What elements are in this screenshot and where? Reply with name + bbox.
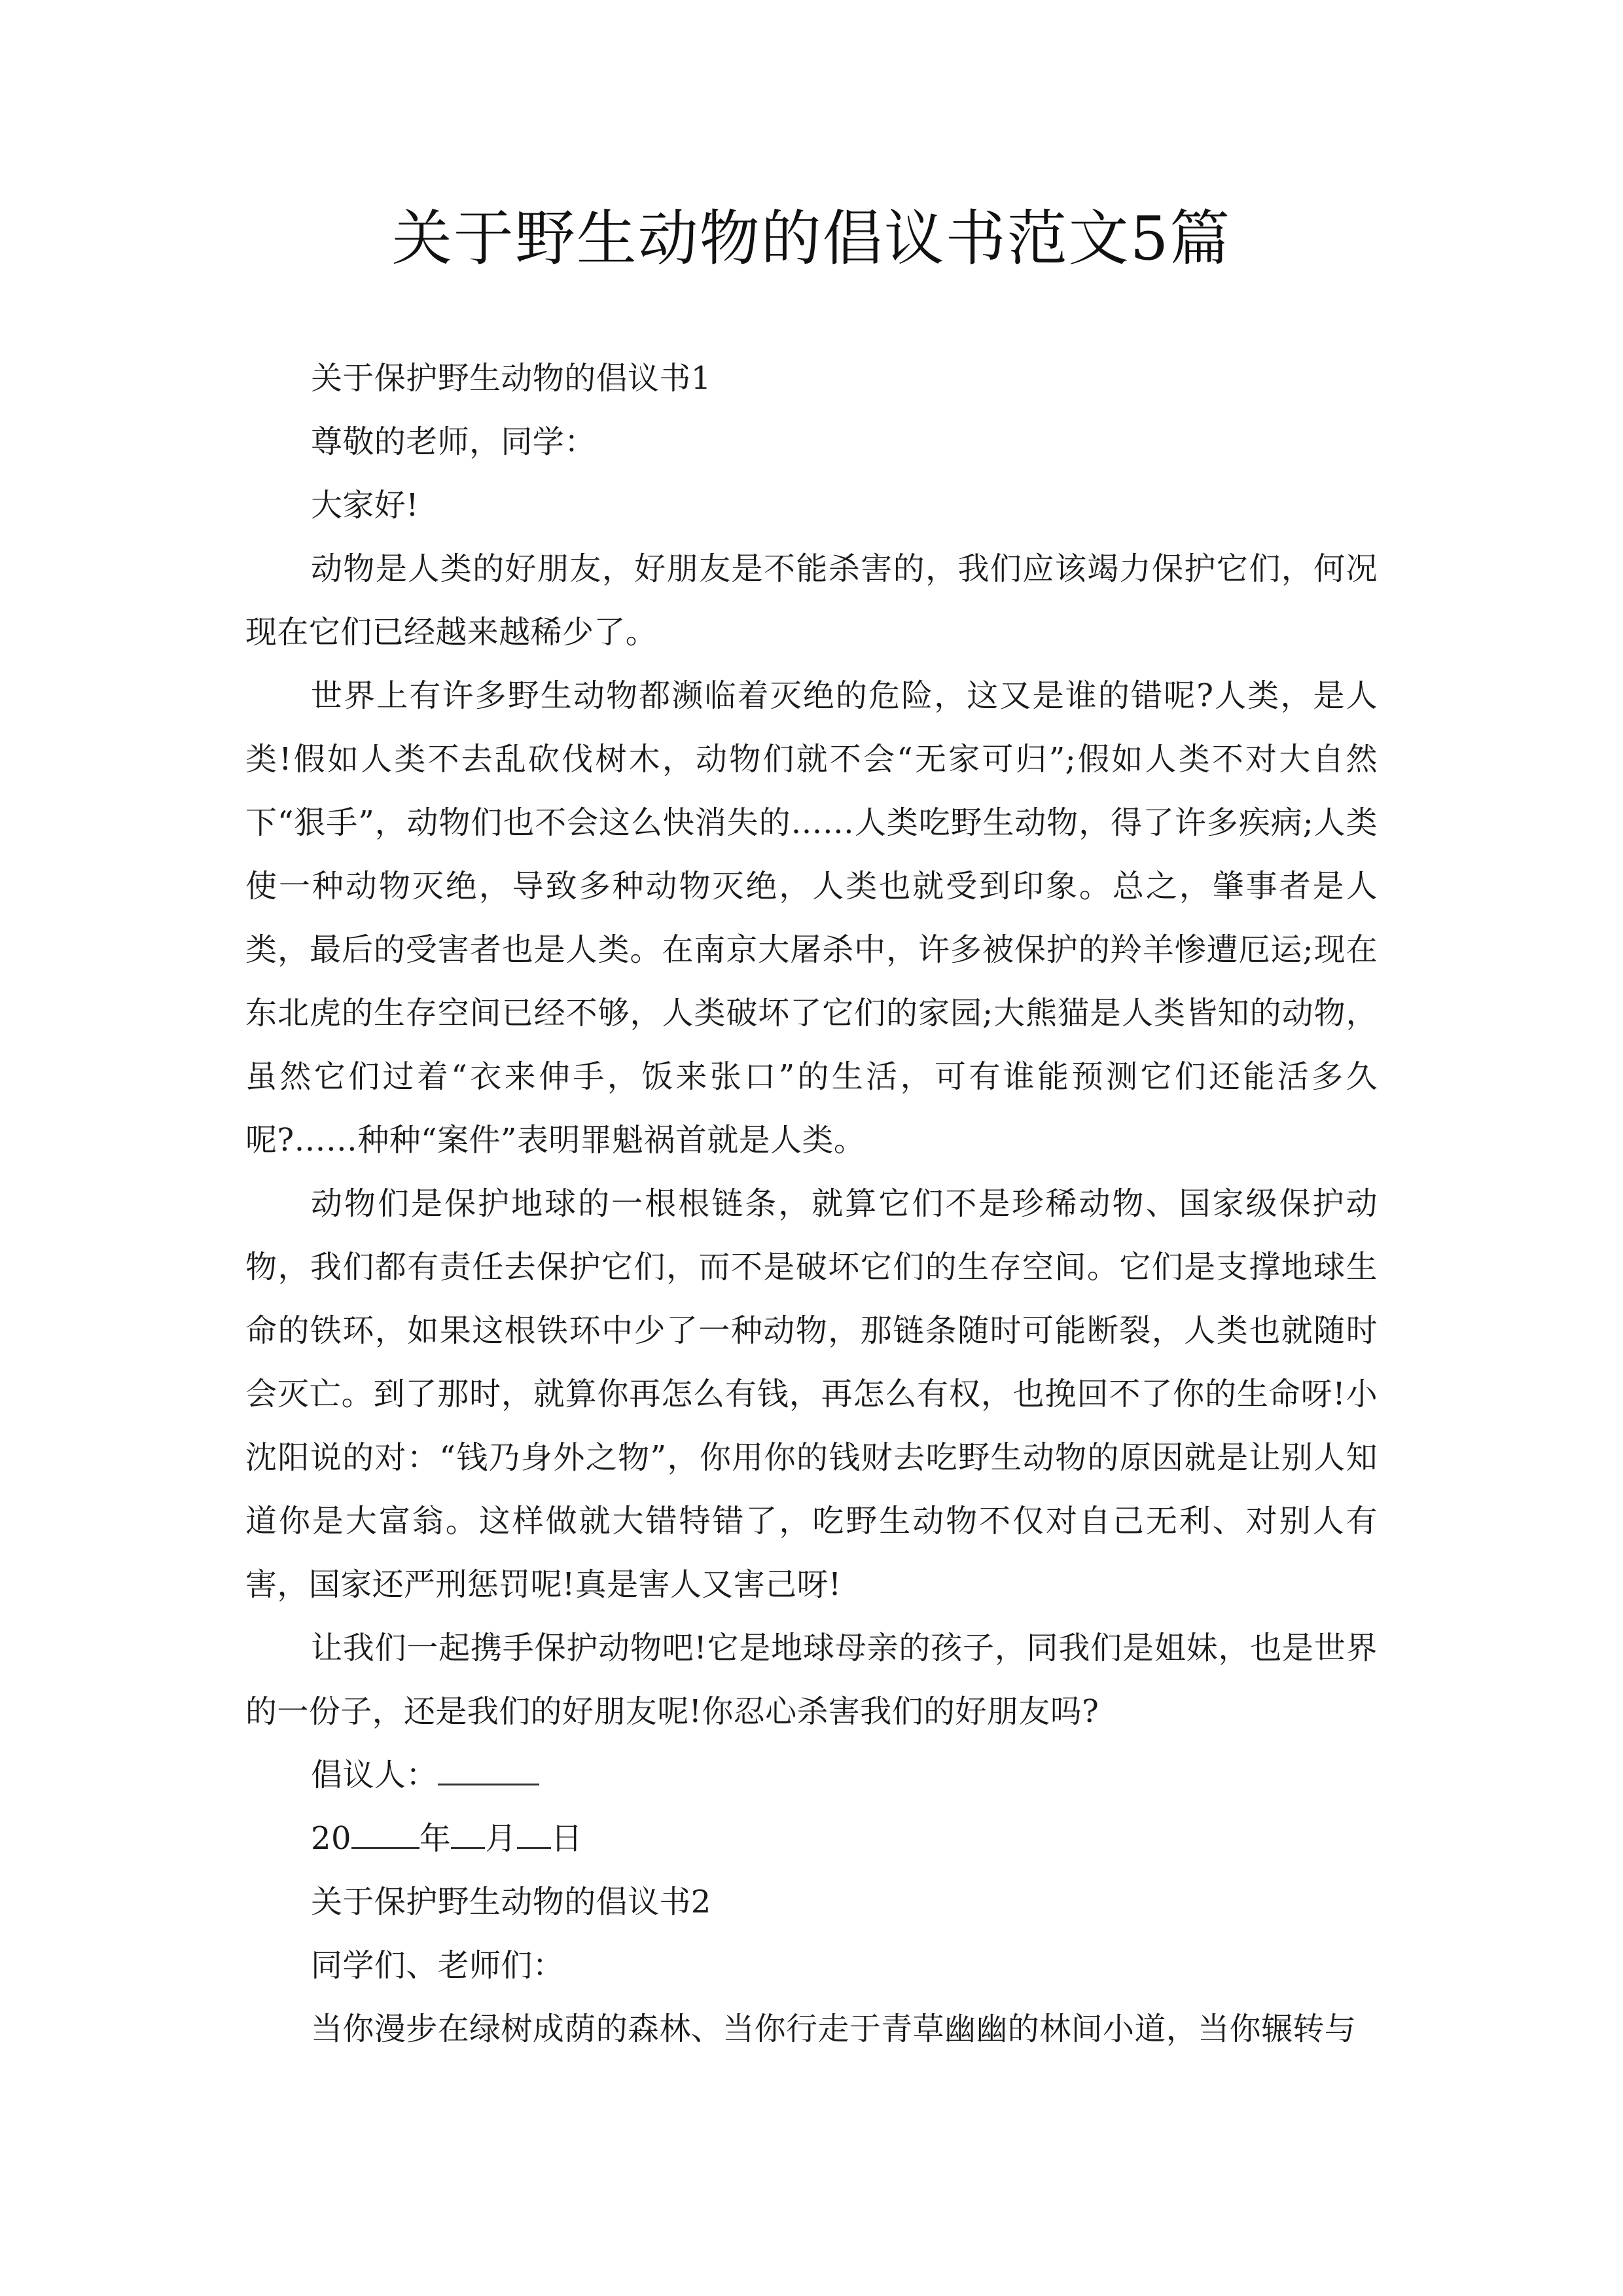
body-paragraph: 动物是人类的好朋友，好朋友是不能杀害的，我们应该竭力保护它们，何况现在它们已经越来越稀少了。 [245,550,1378,651]
body-paragraph: 当你漫步在绿树成荫的森林、当你行走于青草幽幽的林间小道，当你辗转与 [311,2011,1357,2047]
section-heading: 关于保护野生动物的倡议书1 [311,360,711,397]
body-paragraph: 让我们一起携手保护动物吧!它是地球母亲的孩子，同我们是姐妹，也是世界的一份子，还是我们的好朋友呢!你忍心杀害我们的好朋友吗? [245,1630,1378,1730]
document-title: 关于野生动物的倡议书范文5篇 [391,204,1232,274]
date-day: 日 [550,1820,583,1857]
body-paragraph: 世界上有许多野生动物都濒临着灭绝的危险，这又是谁的错呢?人类，是人类!假如人类不去乱砍伐树木，动物们就不会“无家可归”;假如人类不对大自然下“狠手”，动物们也不会这么快消失的……人类吃野生动物，得了许多疾病;人类使一种动物灭绝，导致多种动物灭绝，人类也就受到印象。总之，肇事者是人类，最后的受害者也是人类。在南京大屠杀中，许多被保护的羚羊惨遭厄运;现在东北虎的生存空间已经不够，人类破坏了它们的家园;大熊猫是人类皆知的动物，虽然它们过着“衣来伸手，饭来张口”的生活，可有谁能预测它们还能活多久呢?……种种“案件”表明罪魁祸首就是人类。 [245,677,1378,1158]
salutation: 同学们、老师们： [311,1947,565,1984]
salutation: 尊敬的老师，同学： [311,423,596,460]
section-heading: 关于保护野生动物的倡议书2 [311,1884,711,1920]
date-year: 年 [419,1820,452,1857]
signature-blank [438,1757,539,1785]
year-blank [351,1821,419,1849]
signature-line [245,1744,1378,1807]
month-blank [451,1821,485,1849]
date-month: 月 [485,1820,517,1857]
date-line [245,1807,1378,1871]
body-paragraph: 动物们是保护地球的一根根链条，就算它们不是珍稀动物、国家级保护动物，我们都有责任去保护它们，而不是破坏它们的生存空间。它们是支撑地球生命的铁环，如果这根铁环中少了一种动物，那链条随时可能断裂，人类也就随时会灭亡。到了那时，就算你再怎么有钱，再怎么有权，也挽回不了你的生命呀!小沈阳说的对：“钱乃身外之物”，你用你的钱财去吃野生动物的原因就是让别人知道你是大富翁。这样做就大错特错了，吃野生动物不仅对自己无利、对别人有害，国家还严刑惩罚呢!真是害人又害己呀! [245,1185,1378,1603]
signature-label: 倡议人： [311,1757,438,1793]
greeting: 大家好! [311,487,419,524]
day-blank [517,1821,551,1849]
date-prefix: 20 [311,1820,351,1857]
document-body [245,347,1378,2061]
